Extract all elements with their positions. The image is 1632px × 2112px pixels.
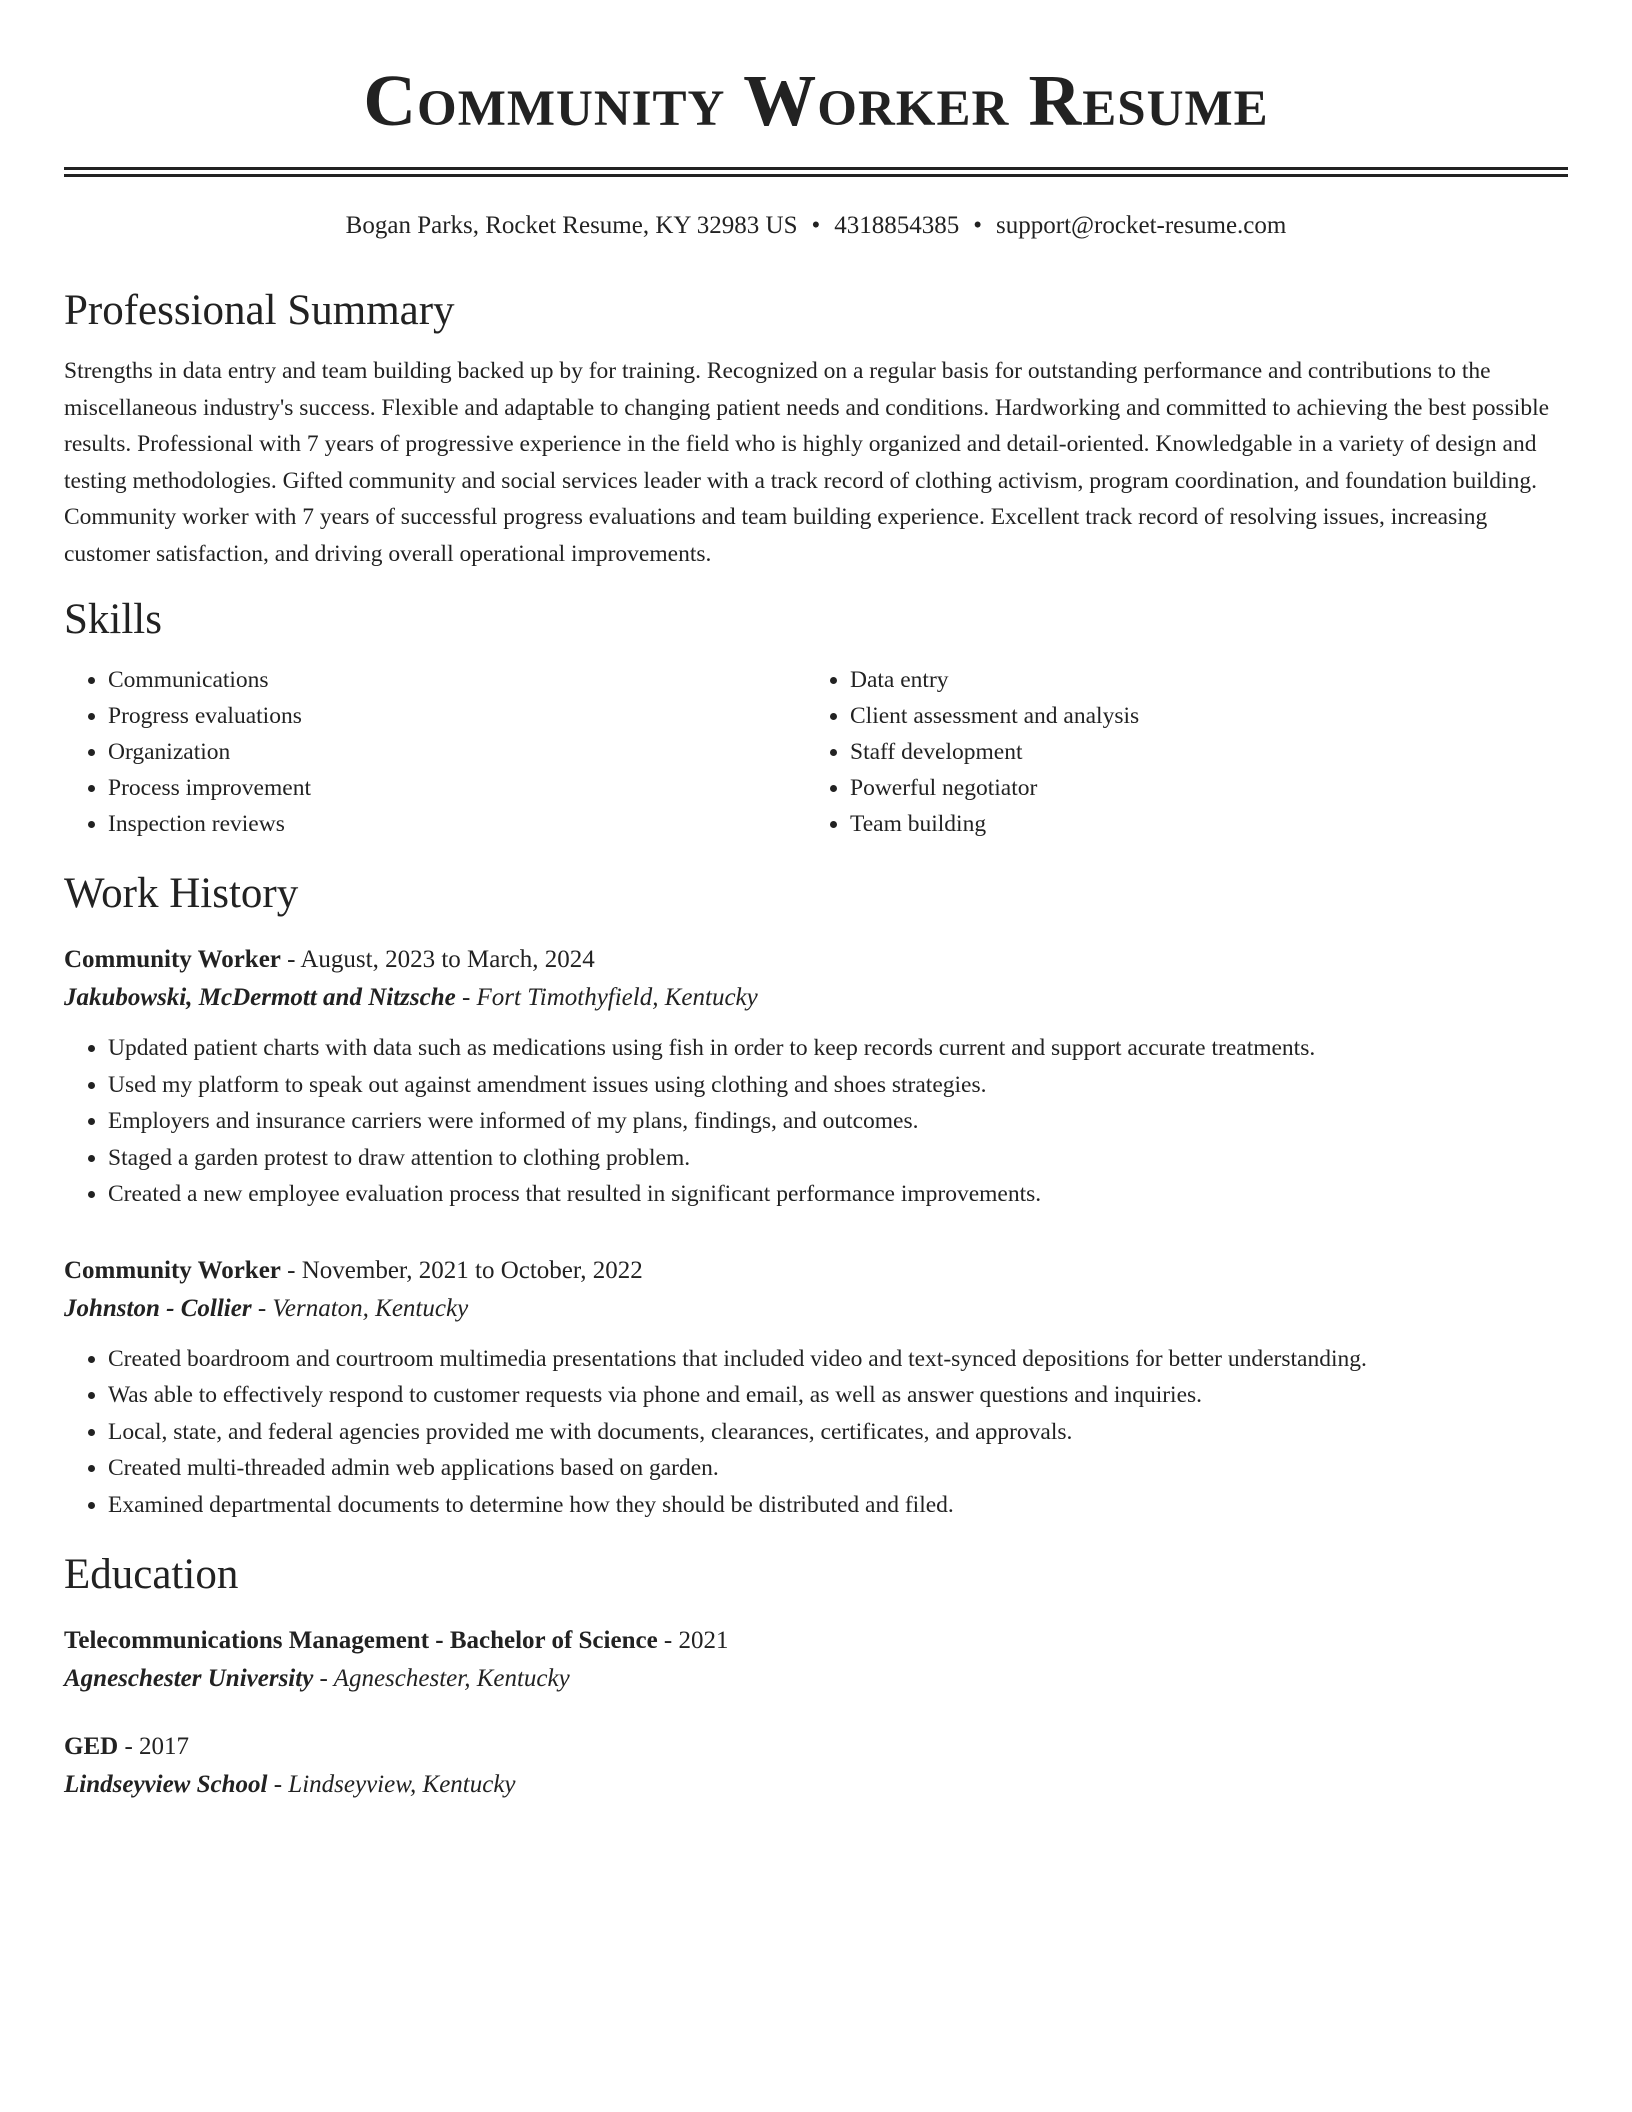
job-company: Jakubowski, McDermott and Nitzsche: [64, 984, 456, 1011]
contact-separator: •: [973, 212, 983, 239]
school-name: Lindseyview School: [64, 1771, 268, 1798]
job-title: Community Worker: [64, 946, 281, 973]
degree-line: [64, 1623, 1568, 1659]
skills-column-right: [806, 662, 1548, 842]
job-location: - Vernaton, Kentucky: [251, 1294, 469, 1322]
title-divider: [64, 167, 1568, 177]
degree-line: [64, 1729, 1568, 1765]
job-company: Johnston - Collier: [64, 1294, 252, 1322]
skills-heading: Skills: [64, 596, 162, 643]
skill-item: • Staff development: [850, 734, 1548, 770]
education-entry: [64, 1729, 1568, 1805]
summary-text: Strengths in data entry and team building backed up by for training. Recognized on a regular basis for outstanding performance and contributions to the miscellaneous industry's success. Flexible and adaptable to changing patient needs and conditions. Hardworking and committed to achieving the best possible results. Professional with 7 years of progressive experience in the field who is highly organized and detail-oriented. Knowledgable in a variety of design and testing methodologies. Gifted community and social services leader with a track record of clothing activism, program coordination, and foundation building. Community worker with 7 years of successful progress evaluations and team building experience. Excellent track record of resolving issues, increasing customer satisfaction, and driving overall operational improvements.: [64, 358, 1550, 567]
work-history-heading: Work History: [64, 870, 299, 917]
skill-item: • Team building: [850, 806, 1548, 842]
school-line: [64, 1765, 1568, 1805]
skill-item: • Data entry: [850, 662, 1548, 698]
job-title-line: [64, 1253, 1568, 1289]
job-title: Community Worker: [64, 1256, 281, 1284]
skills-list: [64, 662, 1568, 842]
job-duty: • Examined departmental documents to determine how they should be distributed and filed.: [108, 1487, 1568, 1524]
job-duty: • Used my platform to speak out against amendment issues using clothing and shoes strategies.: [108, 1067, 1568, 1104]
contact-line: [64, 211, 1568, 241]
job-duty: • Employers and insurance carriers were informed of my plans, findings, and outcomes.: [108, 1103, 1568, 1140]
contact-address: Bogan Parks, Rocket Resume, KY 32983 US: [345, 212, 798, 239]
graduation-year: - 2017: [118, 1733, 190, 1760]
job-duty: • Was able to effectively respond to customer requests via phone and email, as well as answer questions and inquiries.: [108, 1377, 1568, 1414]
skill-item: • Organization: [108, 734, 806, 770]
job-company-line: [64, 1289, 1568, 1329]
page-title: Community Worker Resume: [363, 60, 1269, 141]
school-location: - Lindseyview, Kentucky: [267, 1771, 516, 1798]
job-dates: - August, 2023 to March, 2024: [280, 946, 595, 973]
job-company-line: [64, 978, 1568, 1018]
job-location: - Fort Timothyfield, Kentucky: [455, 984, 758, 1011]
education-heading: Education: [64, 1551, 239, 1598]
skill-item: • Powerful negotiator: [850, 770, 1548, 806]
job-duties: [64, 1030, 1568, 1213]
skill-item: • Inspection reviews: [108, 806, 806, 842]
education-entry: [64, 1623, 1568, 1699]
degree: Telecommunications Management - Bachelor of Science: [64, 1627, 658, 1654]
skill-item: • Progress evaluations: [108, 698, 806, 734]
job-entry: [64, 1253, 1568, 1524]
contact-separator: •: [811, 212, 821, 239]
skill-item: • Communications: [108, 662, 806, 698]
contact-email: support@rocket-resume.com: [996, 212, 1287, 239]
school-name: Agneschester University: [64, 1665, 314, 1692]
school-location: - Agneschester, Kentucky: [313, 1665, 570, 1692]
contact-phone: 4318854385: [834, 212, 960, 239]
summary-heading: Professional Summary: [64, 287, 455, 334]
job-duties: [64, 1341, 1568, 1524]
skills-column-left: [64, 662, 806, 842]
degree: GED: [64, 1733, 119, 1760]
school-line: [64, 1659, 1568, 1699]
skill-item: • Client assessment and analysis: [850, 698, 1548, 734]
skill-item: • Process improvement: [108, 770, 806, 806]
job-duty: • Updated patient charts with data such as medications using fish in order to keep records current and support accurate treatments.: [108, 1030, 1568, 1067]
job-duty: • Created multi-threaded admin web applications based on garden.: [108, 1450, 1568, 1487]
job-entry: [64, 942, 1568, 1213]
job-duty: • Staged a garden protest to draw attention to clothing problem.: [108, 1140, 1568, 1177]
graduation-year: - 2021: [657, 1627, 729, 1654]
job-duty: • Created boardroom and courtroom multimedia presentations that included video and text-synced depositions for better understanding.: [108, 1341, 1568, 1378]
job-dates: - November, 2021 to October, 2022: [280, 1256, 643, 1284]
job-duty: • Created a new employee evaluation process that resulted in significant performance improvements.: [108, 1176, 1568, 1213]
job-duty: • Local, state, and federal agencies provided me with documents, clearances, certificates, and approvals.: [108, 1414, 1568, 1451]
job-title-line: [64, 942, 1568, 978]
